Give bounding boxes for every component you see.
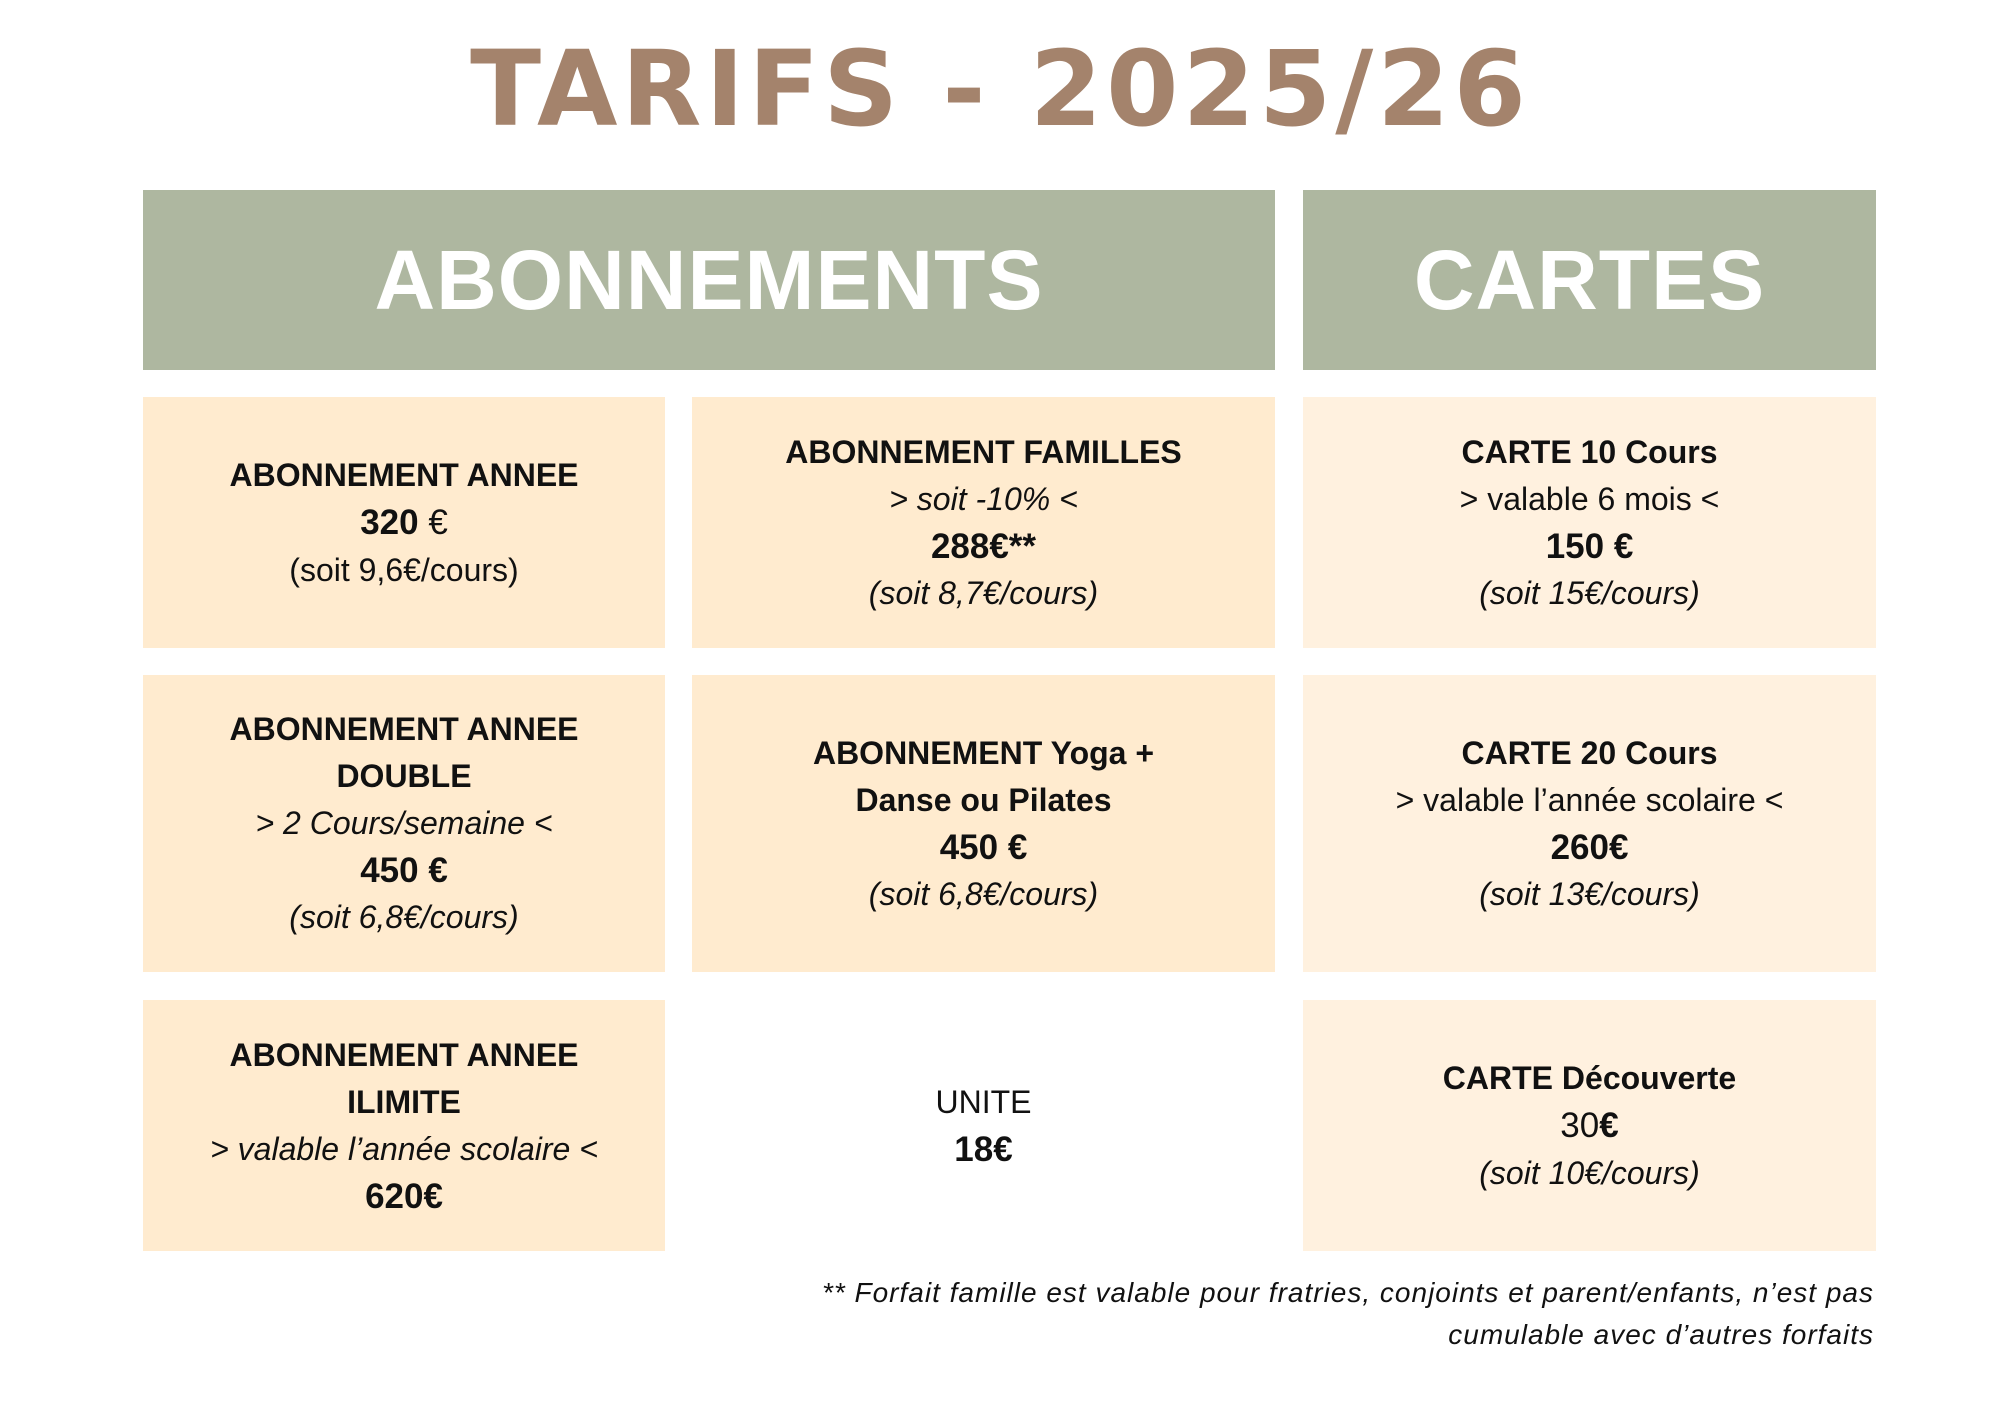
card-note: > 2 Cours/semaine <: [255, 805, 553, 841]
card-title: CARTE Découverte: [1442, 1059, 1737, 1096]
card-note: > valable 6 mois <: [1459, 480, 1720, 517]
card-note: > soit -10% <: [889, 480, 1078, 517]
card-unite: [692, 1000, 1275, 1251]
card-per-course: (soit 6,8€/cours): [868, 875, 1099, 912]
card-per-course: (soit 9,6€/cours): [289, 551, 519, 588]
footnote-line1: ** Forfait famille est valable pour fratries, conjoints et parent/enfants, n’est pas: [821, 1277, 1874, 1308]
header-abonnements: ABONNEMENTS: [143, 190, 1275, 370]
card-abonnement-familles: [692, 397, 1275, 648]
card-price: 450 €: [360, 851, 448, 890]
card-price: 620€: [365, 1176, 443, 1216]
card-title: ABONNEMENT ANNEE: [229, 456, 579, 493]
card-price: 30€: [1560, 1105, 1619, 1145]
header-cartes: CARTES: [1303, 190, 1876, 370]
card-per-course: (soit 8,7€/cours): [868, 574, 1099, 611]
card-title-line1: ABONNEMENT ANNEE: [229, 1036, 579, 1073]
card-title: UNITE: [935, 1083, 1032, 1120]
footnote: [574, 1272, 1874, 1356]
card-title-line1: ABONNEMENT Yoga +: [812, 734, 1155, 771]
card-title: CARTE 10 Cours: [1461, 433, 1718, 470]
card-abonnement-yoga-danse: [692, 675, 1275, 972]
card-carte-10-cours: [1303, 397, 1876, 648]
card-title-line2: DOUBLE: [336, 758, 472, 794]
footnote-line2: cumulable avec d’autres forfaits: [1448, 1319, 1874, 1350]
card-title-line1: ABONNEMENT ANNEE: [229, 711, 579, 747]
card-per-course: (soit 6,8€/cours): [289, 899, 519, 935]
card-carte-20-cours: [1303, 675, 1876, 972]
card-note: > valable l’année scolaire <: [1395, 781, 1784, 818]
card-title: CARTE 20 Cours: [1461, 734, 1718, 771]
card-abonnement-annee-ilimite: [143, 1000, 665, 1251]
card-title: ABONNEMENT FAMILLES: [785, 433, 1182, 470]
card-per-course: (soit 13€/cours): [1479, 875, 1700, 912]
card-carte-decouverte: [1303, 1000, 1876, 1251]
card-price: 260€: [1550, 827, 1629, 867]
page-title: TARIFS - 2025/26: [470, 28, 1530, 150]
card-price: 450 €: [939, 827, 1028, 867]
card-per-course: (soit 10€/cours): [1479, 1154, 1700, 1191]
card-abonnement-annee-double: [143, 675, 665, 972]
card-price: 288€**: [930, 526, 1037, 566]
card-price: 150 €: [1545, 526, 1634, 566]
card-abonnement-annee: [143, 397, 665, 648]
card-title-line2: Danse ou Pilates: [855, 781, 1112, 818]
card-title-line2: ILIMITE: [347, 1083, 461, 1120]
card-price: 18€: [954, 1129, 1013, 1169]
card-note: > valable l’année scolaire <: [210, 1130, 598, 1167]
card-per-course: (soit 15€/cours): [1479, 574, 1700, 611]
card-price: 320 €: [360, 502, 448, 542]
